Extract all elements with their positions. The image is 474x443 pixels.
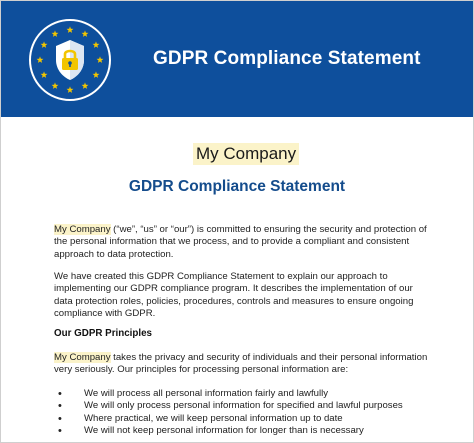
principles-intro-paragraph (54, 352, 429, 377)
banner-title: GDPR Compliance Statement (153, 48, 421, 69)
principles-intro-text: takes the privacy and security of individuals and their personal information very seriously. Our principles for processing personal information are: (54, 352, 428, 376)
header-banner (1, 1, 473, 117)
list-item: • We will not keep personal information for longer than is necessary (54, 425, 434, 437)
company-name-heading: My Company (193, 143, 299, 165)
document-title: GDPR Compliance Statement (128, 178, 346, 195)
approach-paragraph: We have created this GDPR Compliance Statement to explain our approach to implementing our GDPR compliance program. It describes the implementation of our data protection roles, policies, procedures, controls and measures to ensure ongoing compliance with GDPR. (54, 271, 414, 319)
list-item: • We will only process personal information for specified and lawful purposes (54, 400, 434, 412)
eu-stars-shield-lock-icon (29, 19, 111, 101)
company-name-highlight: My Company (54, 352, 111, 363)
list-item: • Where practical, we will keep personal information up to date (54, 413, 434, 425)
intro-paragraph (54, 224, 429, 261)
principles-list (54, 388, 434, 437)
list-item: • We will process all personal information fairly and lawfully (54, 388, 434, 400)
principles-heading: Our GDPR Principles (54, 328, 152, 339)
company-name-highlight: My Company (54, 224, 111, 235)
intro-text: (“we”, “us” or “our”) is committed to ensuring the security and protection of the personal information that we process, and to provide a compliant and consistent approach to data protection. (54, 224, 427, 260)
